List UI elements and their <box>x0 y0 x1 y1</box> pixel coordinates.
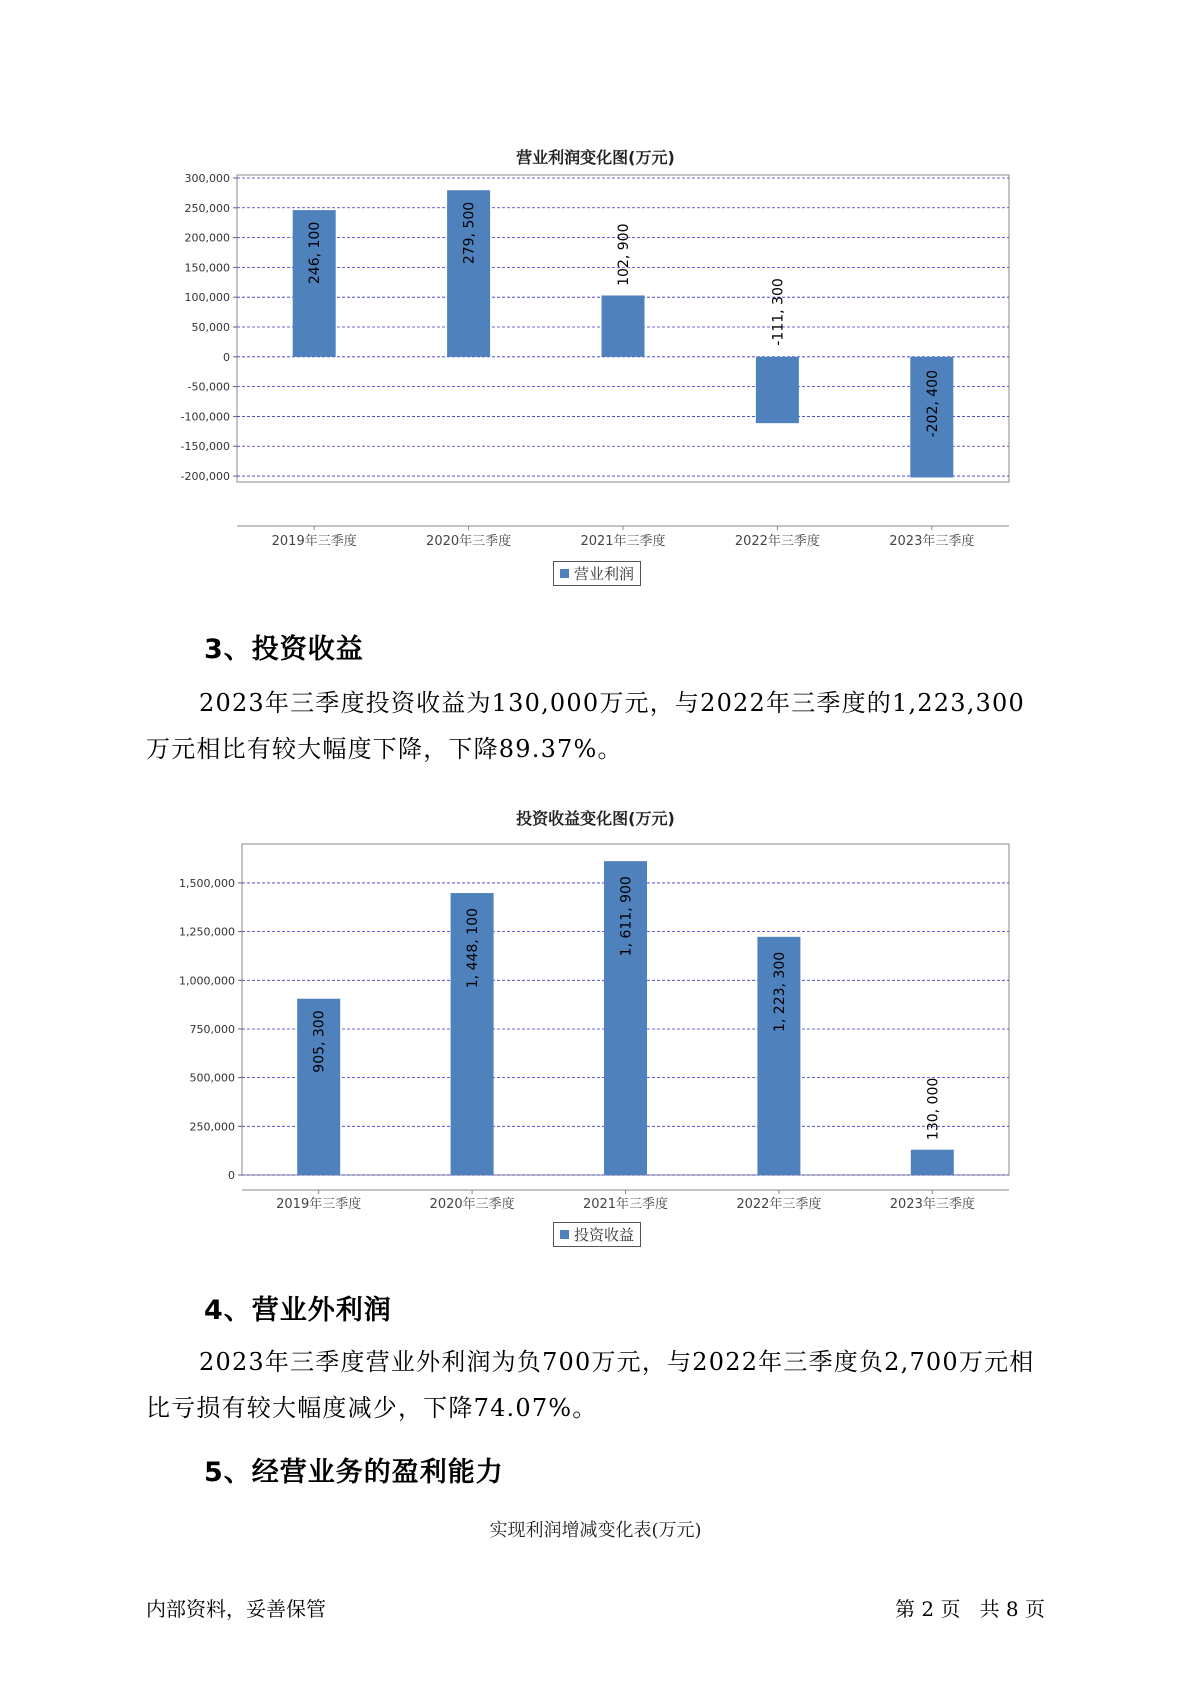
y-tick-label: 750,000 <box>189 1022 235 1036</box>
investment-income-chart <box>0 840 1191 1220</box>
chart2-legend <box>553 1222 641 1247</box>
data-label: 102, 900 <box>616 223 632 286</box>
x-tick-label: 2020年三季度 <box>429 1197 515 1212</box>
data-label: 246, 100 <box>307 221 324 285</box>
bar-2021年三季度 <box>602 295 645 356</box>
x-tick-label: 2022年三季度 <box>734 534 820 549</box>
data-label: 130, 000 <box>925 1077 942 1141</box>
bar-2022年三季度 <box>756 357 799 423</box>
footer-page-number: 第 2 页 共 8 页 <box>895 1597 1045 1621</box>
section-4-paragraph: 2023年三季度营业外利润为负700万元，与2022年三季度负2,700万元相比亏损有较大幅度减少，下降74.07%。 <box>146 1348 1035 1422</box>
x-tick-label: 2020年三季度 <box>426 534 512 549</box>
y-tick-label: 1,500,000 <box>179 876 235 890</box>
data-label: 1, 611, 900 <box>618 876 635 957</box>
data-label: 1, 448, 100 <box>465 908 482 989</box>
y-tick-label: 300,000 <box>184 171 230 185</box>
chart2-legend-label: 投资收益 <box>574 1226 635 1244</box>
y-tick-label: 1,250,000 <box>179 925 235 939</box>
chart1-legend-label: 营业利润 <box>574 565 635 583</box>
y-tick-label: 50,000 <box>191 321 230 335</box>
x-tick-label: 2021年三季度 <box>582 1197 669 1212</box>
y-tick-label: 100,000 <box>184 291 230 305</box>
data-label: 905, 300 <box>311 1010 328 1073</box>
y-tick-label: 0 <box>228 1169 235 1182</box>
y-tick-label: 250,000 <box>189 1120 235 1134</box>
y-tick-label: -50,000 <box>187 380 230 394</box>
section-4-heading: 4、营业外利润 <box>204 1295 392 1326</box>
legend-swatch <box>560 1230 569 1239</box>
data-label: 1, 223, 300 <box>771 951 788 1032</box>
legend-swatch <box>560 569 569 578</box>
table-caption: 实现利润增减变化表(万元) <box>489 1520 702 1541</box>
footer-confidential-note: 内部资料，妥善保管 <box>146 1597 326 1621</box>
data-label: 279, 500 <box>461 201 478 265</box>
y-tick-label: 0 <box>223 350 230 364</box>
chart1-title: 营业利润变化图(万元) <box>516 148 675 167</box>
data-label: -202, 400 <box>924 370 941 438</box>
y-tick-label: 500,000 <box>189 1071 235 1085</box>
x-tick-label: 2023年三季度 <box>889 534 975 549</box>
chart2-title: 投资收益变化图(万元) <box>516 809 675 828</box>
y-tick-label: -100,000 <box>180 410 230 424</box>
x-tick-label: 2021年三季度 <box>580 534 666 549</box>
x-tick-label: 2022年三季度 <box>736 1197 822 1212</box>
y-tick-label: -150,000 <box>180 440 230 454</box>
operating-profit-chart <box>0 170 1191 549</box>
y-tick-label: -200,000 <box>180 470 230 484</box>
data-label: -111, 300 <box>770 278 787 346</box>
section-3-paragraph: 2023年三季度投资收益为130,000万元，与2022年三季度的1,223,300万元相比有较大幅度下降，下降89.37%。 <box>146 689 1025 763</box>
section-3-heading: 3、投资收益 <box>204 634 364 665</box>
y-tick-label: 1,000,000 <box>179 974 235 988</box>
x-tick-label: 2019年三季度 <box>271 534 357 549</box>
x-tick-label: 2023年三季度 <box>889 1197 975 1212</box>
bar-2023年三季度 <box>911 1150 954 1175</box>
chart1-legend <box>553 561 641 586</box>
section-5-heading: 5、经营业务的盈利能力 <box>204 1457 504 1488</box>
y-tick-label: 200,000 <box>184 231 230 245</box>
y-tick-label: 150,000 <box>184 261 230 275</box>
y-tick-label: 250,000 <box>184 201 230 215</box>
x-tick-label: 2019年三季度 <box>276 1197 362 1212</box>
